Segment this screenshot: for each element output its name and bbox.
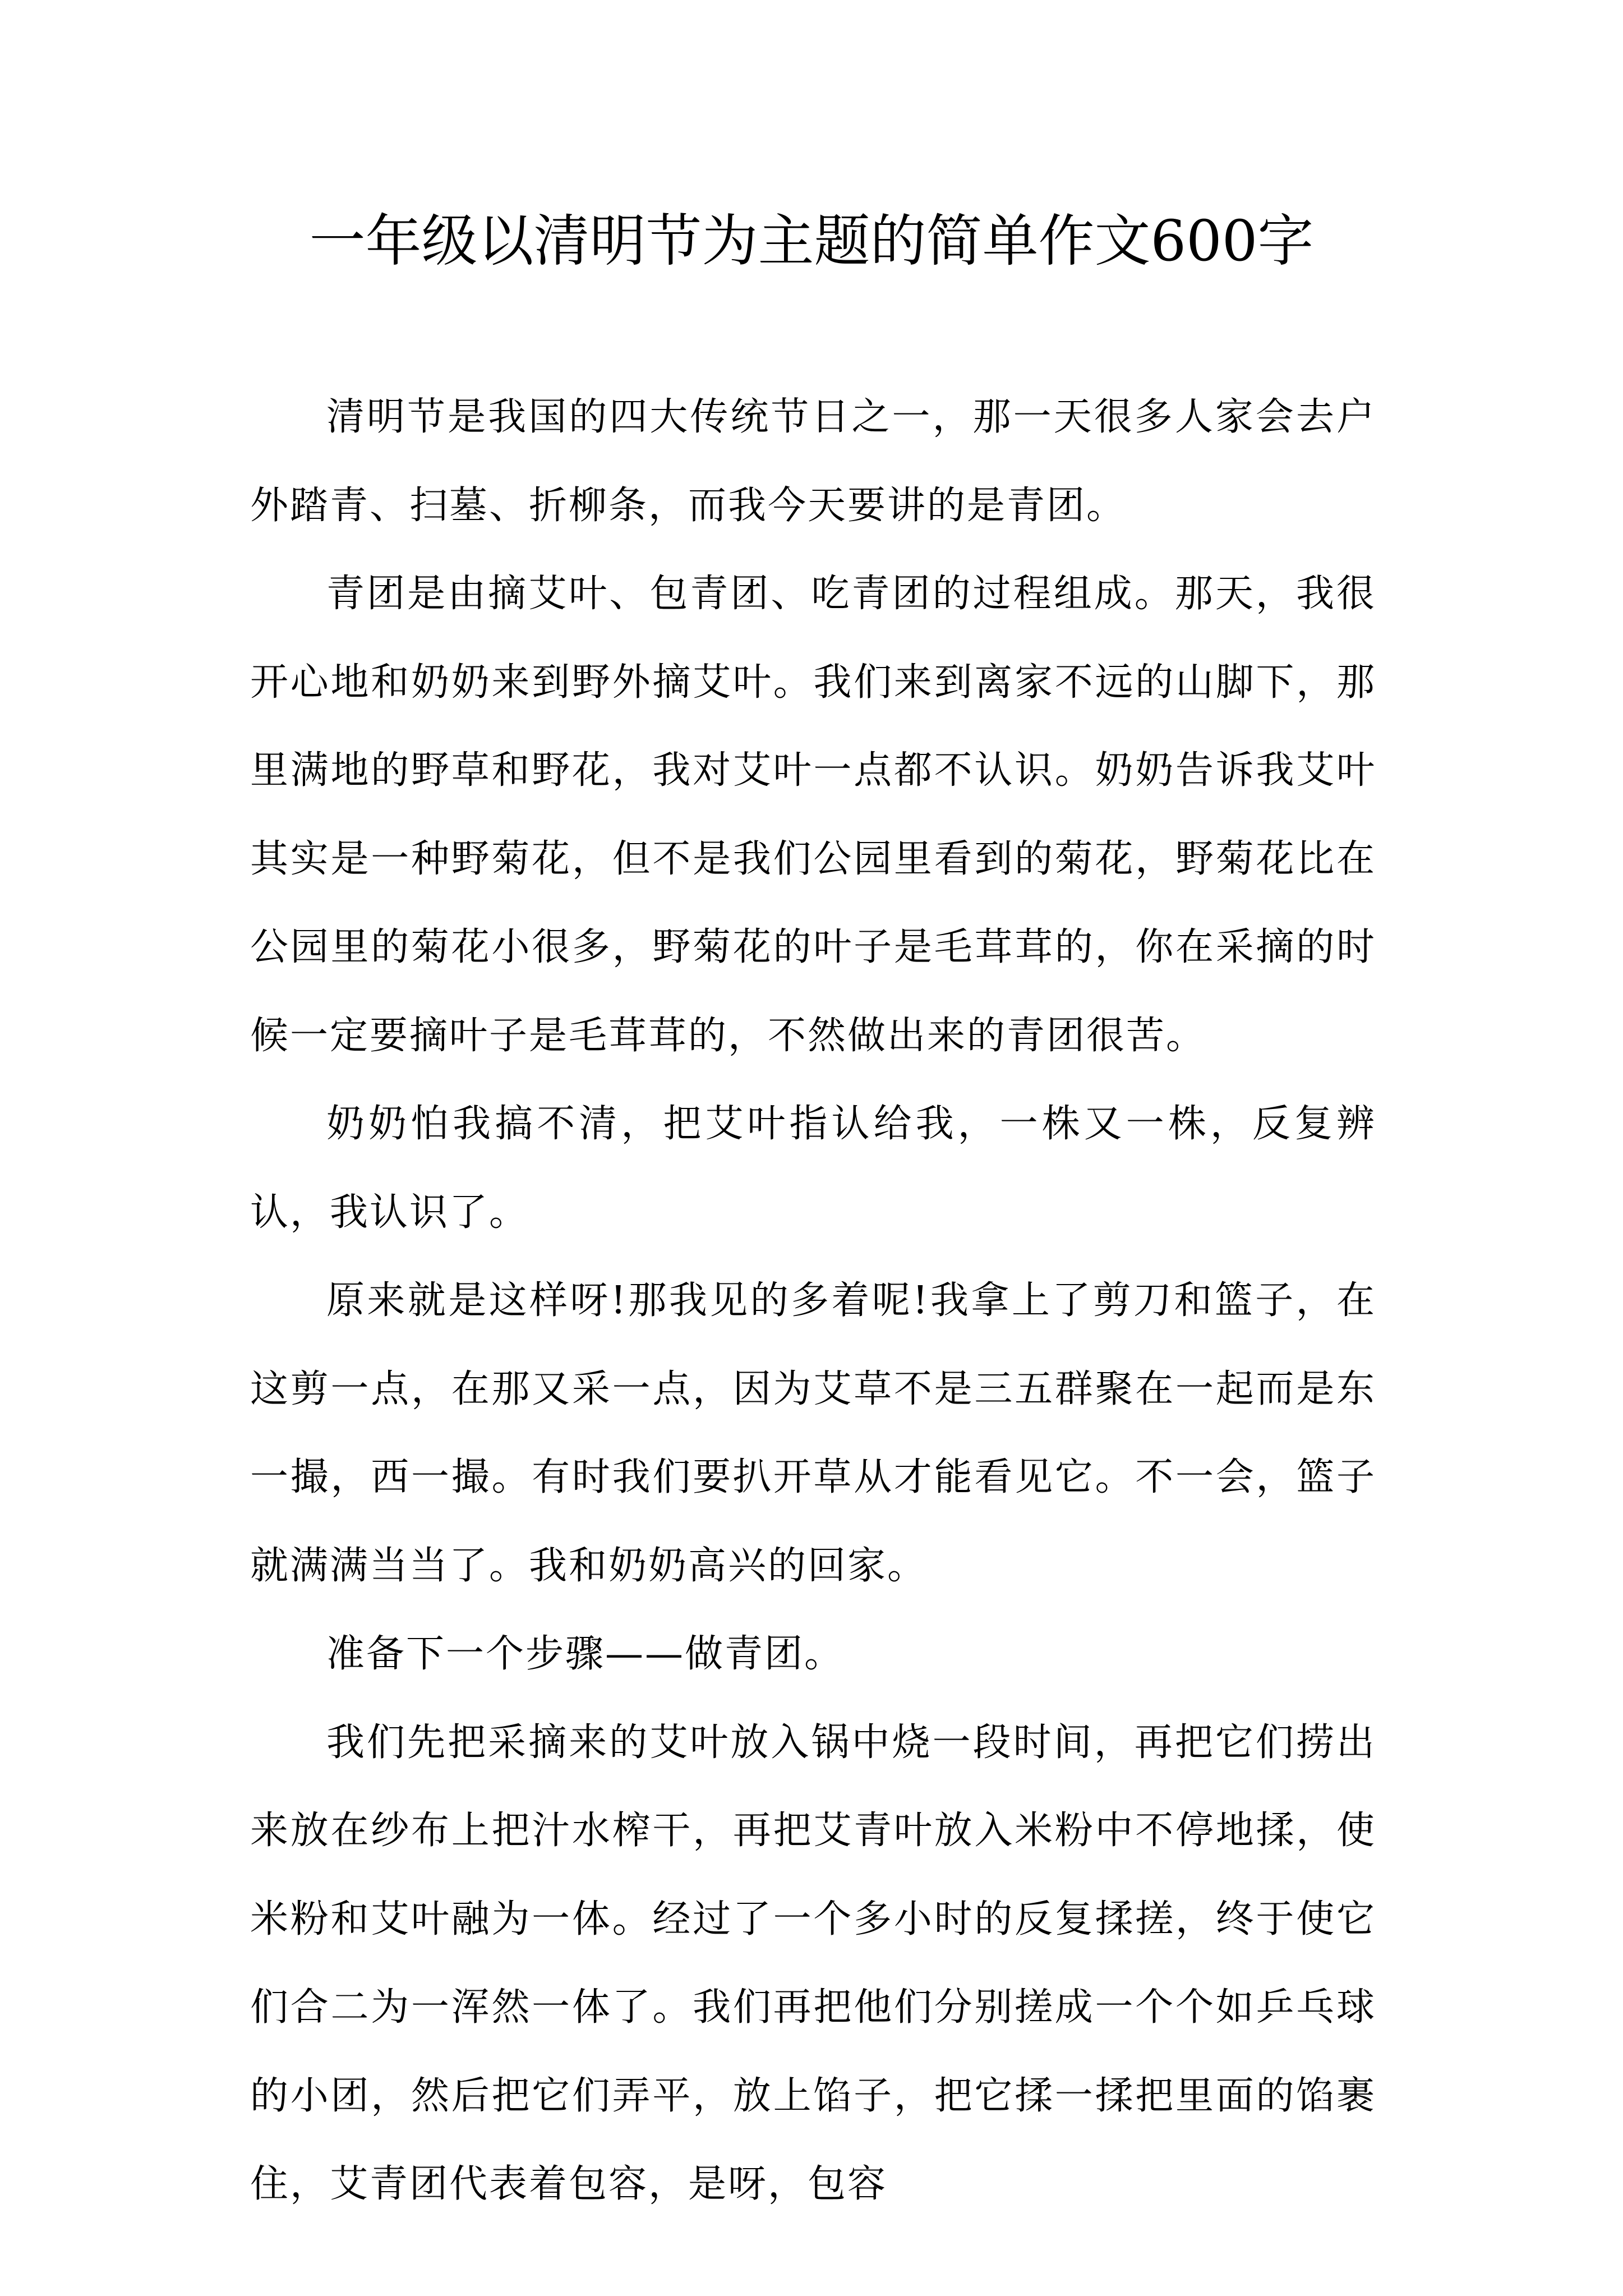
- paragraph: 我们先把采摘来的艾叶放入锅中烧一段时间，再把它们捞出来放在纱布上把汁水榨干，再把艾青叶放入米粉中不停地揉，使米粉和艾叶融为一体。经过了一个多小时的反复揉搓，终于使它们合二为一浑然一体了。我们再把他们分别搓成一个个如乒乓球的小团，然后把它们弄平，放上馅子，把它揉一揉把里面的馅裹住，艾青团代表着包容，是呀，包容: [250, 1720, 1376, 2206]
- paragraph: 准备下一个步骤——做青团。: [326, 1632, 845, 1676]
- document-body: [250, 373, 1376, 2229]
- paragraph: 奶奶怕我搞不清，把艾叶指认给我，一株又一株，反复辨认，我认识了。: [250, 1102, 1376, 1235]
- document-title: 一年级以清明节为主题的简单作文600字: [309, 208, 1314, 274]
- paragraph: 清明节是我国的四大传统节日之一，那一天很多人家会去户外踏青、扫墓、折柳条，而我今天要讲的是青团。: [250, 395, 1376, 528]
- paragraph: 青团是由摘艾叶、包青团、吃青团的过程组成。那天，我很开心地和奶奶来到野外摘艾叶。我们来到离家不远的山脚下，那里满地的野草和野花，我对艾叶一点都不认识。奶奶告诉我艾叶其实是一种野菊花，但不是我们公园里看到的菊花，野菊花比在公园里的菊花小很多，野菊花的叶子是毛茸茸的，你在采摘的时候一定要摘叶子是毛茸茸的，不然做出来的青团很苦。: [250, 572, 1376, 1058]
- paragraph: 原来就是这样呀!那我见的多着呢!我拿上了剪刀和篮子，在这剪一点，在那又采一点，因为艾草不是三五群聚在一起而是东一撮，西一撮。有时我们要扒开草从才能看见它。不一会，篮子就满满当当了。我和奶奶高兴的回家。: [250, 1278, 1376, 1588]
